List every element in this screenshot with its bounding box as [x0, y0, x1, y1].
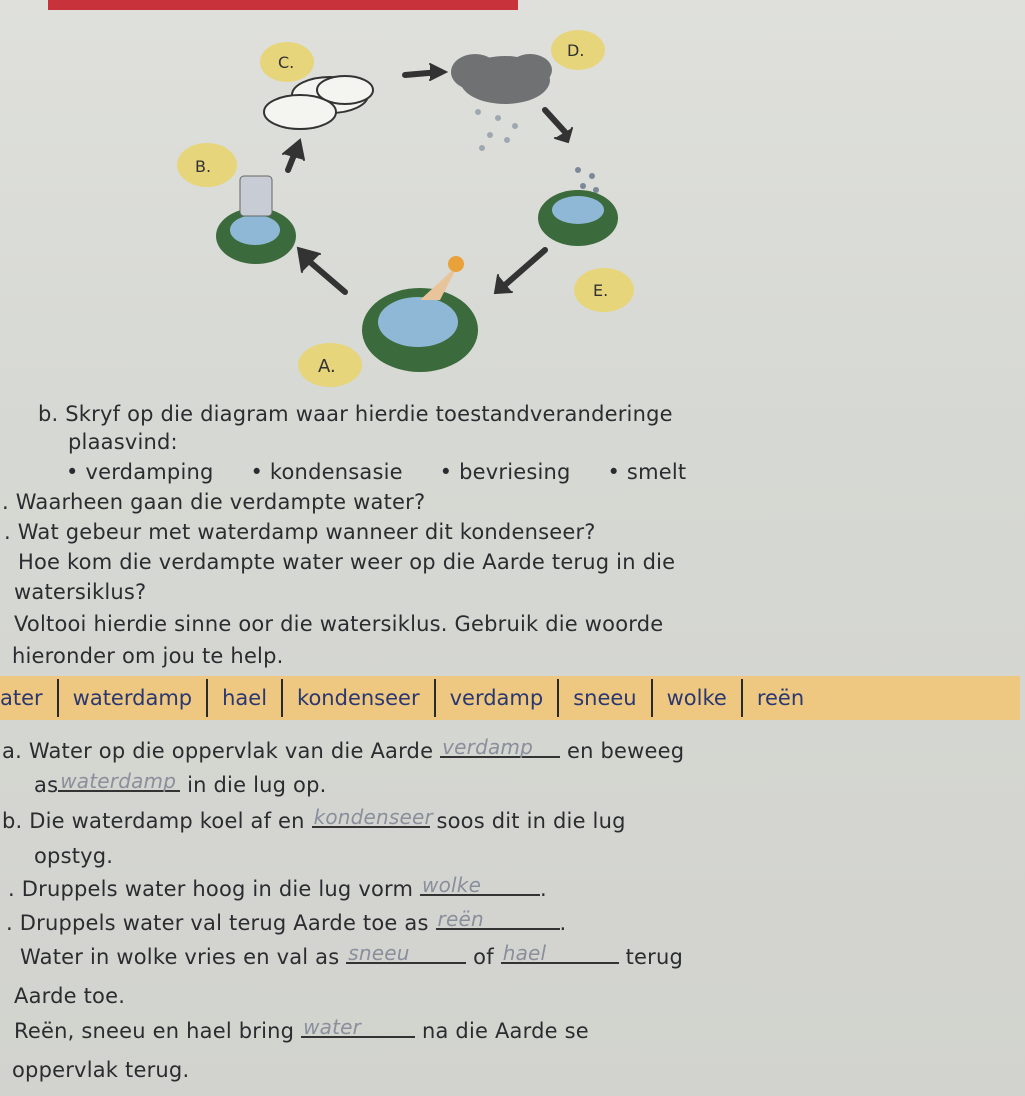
word-waterdamp: waterdamp [59, 679, 208, 717]
answer-f-field[interactable] [301, 1015, 415, 1039]
sentence-e [20, 941, 684, 969]
answer-a: verdamp [442, 735, 534, 759]
sentence-c [8, 873, 547, 901]
answer-e2: hael [502, 941, 547, 965]
sentence-c-text: . Druppels water hoog in die lug vorm [8, 877, 414, 901]
bullet-smelt: • smelt [607, 460, 687, 484]
sentence-a-end: en beweeg [567, 739, 685, 763]
word-sneeu: sneeu [559, 679, 652, 717]
answer-a2-field[interactable] [58, 769, 180, 793]
answer-f: water [303, 1015, 362, 1039]
sentence-b-end: soos dit in die lug [436, 809, 626, 833]
rain-drops-icon [475, 109, 518, 151]
answer-c: wolke [422, 873, 482, 897]
evaporation-icon [240, 176, 272, 216]
sentence-a [2, 735, 685, 763]
answer-a2: waterdamp [60, 769, 177, 793]
answer-d-field[interactable] [436, 907, 560, 931]
white-cloud-icon [264, 76, 373, 129]
water-cycle-diagram [0, 0, 1025, 400]
answer-a-field[interactable] [440, 735, 560, 759]
question-e-line2: watersiklus? [14, 580, 147, 604]
answer-e2-field[interactable] [501, 941, 619, 965]
question-b-line1: b. Skryf op die diagram waar hierdie toestandveranderinge [38, 402, 673, 426]
word-kondenseer: kondenseer [283, 679, 436, 717]
question-d: . Wat gebeur met waterdamp wanneer dit kondenseer? [4, 520, 596, 544]
label-d: D. [567, 41, 585, 60]
bullet-bevriesing: • bevriesing [439, 460, 571, 484]
question-b-line2: plaasvind: [68, 430, 178, 454]
instruction-line1: Voltooi hierdie sinne oor die watersiklus. Gebruik die woorde [14, 612, 664, 636]
word-water: ater [0, 679, 59, 717]
sentence-f2: oppervlak terug. [12, 1058, 190, 1082]
sentence-f [14, 1015, 589, 1043]
label-a: A. [318, 356, 336, 377]
sentence-b-text: b. Die waterdamp koel af en [2, 809, 305, 833]
word-hael: hael [208, 679, 283, 717]
sentence-f-end: na die Aarde se [421, 1019, 589, 1043]
sentence-d-end: . [559, 911, 567, 935]
sentence-a2-end: in die lug op. [187, 773, 327, 797]
instruction-line2: hieronder om jou te help. [12, 644, 284, 668]
question-c: . Waarheen gaan die verdampte water? [2, 490, 426, 514]
answer-e1: sneeu [348, 941, 410, 965]
sentence-d-text: . Druppels water val terug Aarde toe as [6, 911, 429, 935]
sentence-a2-text: as [34, 773, 59, 797]
sentence-f-text: Reën, sneeu en hael bring [14, 1019, 295, 1043]
sentence-b [2, 805, 626, 833]
sentence-c-end: . [540, 877, 547, 901]
state-change-list [66, 460, 716, 484]
answer-e1-field[interactable] [346, 941, 466, 965]
bullet-kondensasie: • kondensasie [250, 460, 403, 484]
right-pond-icon [538, 190, 618, 246]
bullet-verdamping: • verdamping [66, 460, 214, 484]
snow-icon [575, 167, 599, 193]
answer-b: kondenseer [313, 805, 433, 829]
label-b: B. [195, 157, 212, 176]
label-c: C. [278, 53, 295, 72]
sentence-e-text: Water in wolke vries en val as [20, 945, 340, 969]
sentence-a2 [34, 769, 327, 797]
answer-d: reën [437, 907, 484, 931]
label-e: E. [593, 281, 609, 300]
sentence-b2: opstyg. [34, 844, 114, 868]
sentence-e-mid: of [473, 945, 494, 969]
sentence-d [6, 907, 567, 935]
rain-cloud-icon [451, 54, 552, 104]
question-e-line1: Hoe kom die verdampte water weer op die Aarde terug in die [18, 550, 676, 574]
word-verdamp: verdamp [436, 679, 560, 717]
sentence-e-end: terug [625, 945, 684, 969]
word-reen: reën [756, 686, 805, 710]
answer-c-field[interactable] [420, 873, 540, 897]
word-bank [0, 676, 1020, 720]
sentence-e2: Aarde toe. [14, 984, 126, 1008]
central-lake-icon [362, 288, 478, 372]
word-wolke: wolke [653, 679, 743, 717]
sentence-a-text: a. Water op die oppervlak van die Aarde [2, 739, 434, 763]
answer-b-field[interactable] [312, 805, 433, 829]
